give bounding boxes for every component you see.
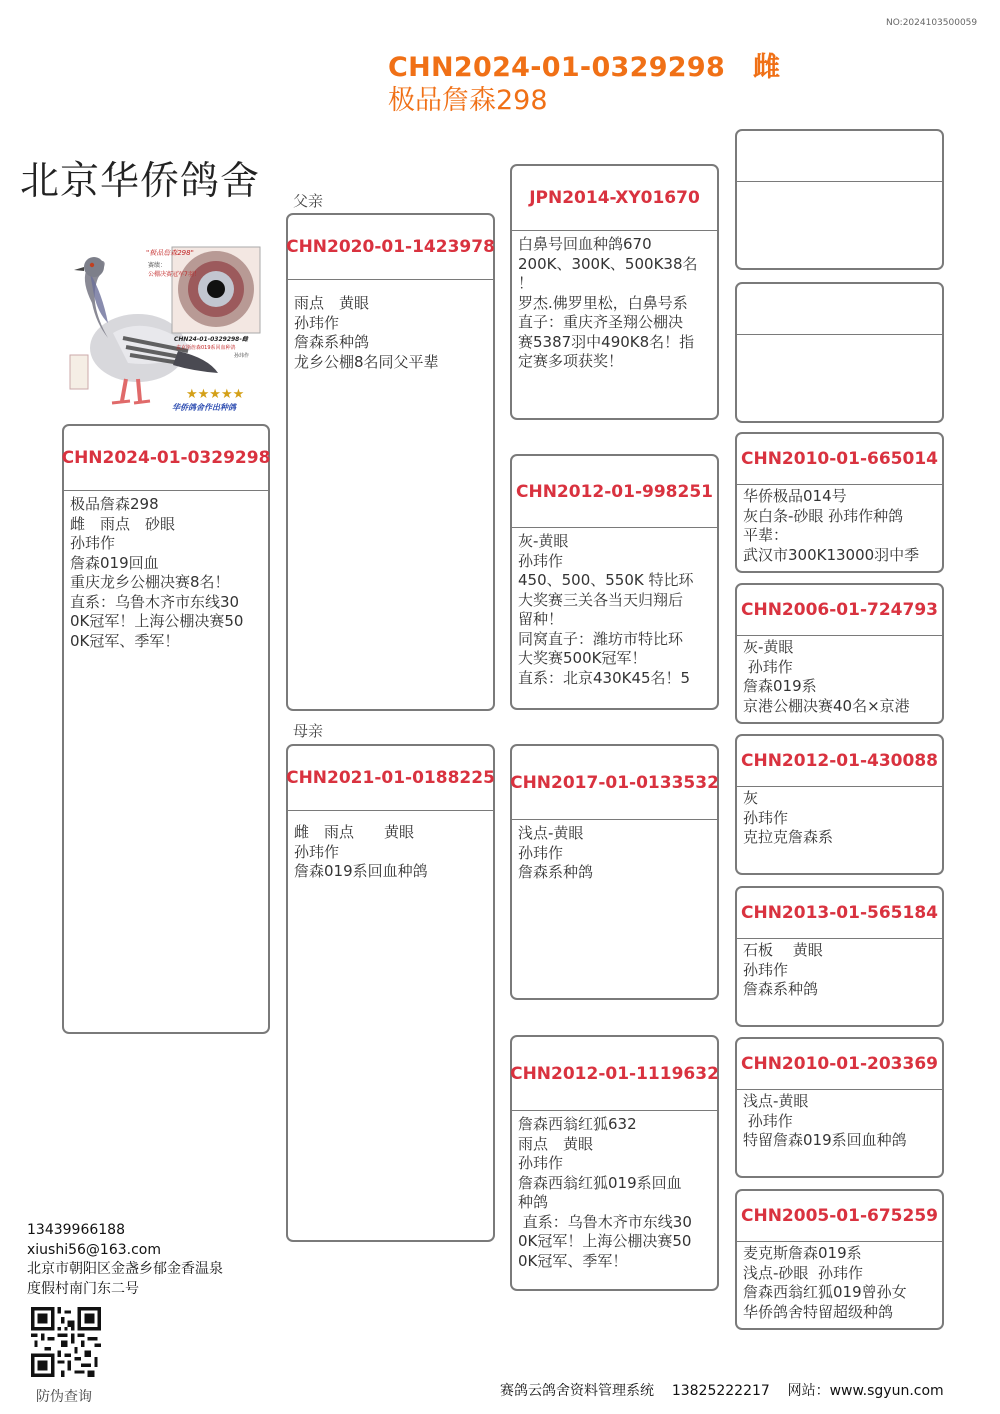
subject-ring: CHN2024-01-0329298 — [64, 426, 268, 491]
photo-caption-sub1: 赛绩： — [148, 262, 167, 269]
qr-code[interactable] — [31, 1307, 101, 1377]
pigeon-beak — [74, 267, 84, 271]
title-sex: 雌 — [753, 52, 781, 83]
grandparent-details: 灰-黄眼 孙玮作 450、500、550K 特比环 大奖赛三关各当天归翔后 留种！ 同窝直子：潍坊市特比环 大奖赛500K冠军！ 直系：北京430K45名！5 — [518, 532, 694, 687]
mother-label: 母亲 — [293, 722, 324, 740]
great-grandparent-card[interactable] — [735, 886, 944, 1027]
great-grandparent-details — [737, 182, 942, 186]
footer-system: 赛鸽云鸽舍资料管理系统 — [500, 1383, 654, 1399]
great-grandparent-card[interactable] — [735, 1189, 944, 1330]
great-grandparent-details: 华侨极品014号 灰白条-砂眼 孙玮作种鸽 平辈： 武汉市300K13000羽中季 — [743, 487, 920, 564]
grandparent-card[interactable] — [510, 164, 719, 420]
grandparent-details: 白鼻号回血种鸽670 200K、300K、500K38名 ！ 罗杰.佛罗里松，白鼻号系 直子：重庆齐圣翔公棚决 赛5387羽中490K8名！指 定赛多项获奖！ — [518, 235, 698, 370]
subject-card[interactable] — [62, 424, 270, 1034]
grandparent-ring: CHN2017-01-0133532 — [512, 746, 717, 820]
sire-card[interactable] — [286, 213, 495, 711]
pigeon-head — [84, 257, 104, 277]
subject-details: 极品詹森298 雌 雨点 砂眼 孙玮作 詹森019回血 重庆龙乡公棚决赛8名！ 直系：乌鲁木齐市东线30 0K冠军！上海公棚决赛50 0K冠军、季军！ — [70, 495, 244, 650]
great-grandparent-ring: CHN2012-01-430088 — [737, 736, 942, 787]
photo-lineage-text: 麦克斯詹森019系回血种鸽 — [176, 345, 236, 351]
great-grandparent-details: 灰-黄眼 孙玮作 詹森019系 京港公棚决赛40名×京港 — [743, 638, 910, 715]
qr-label: 防伪查询 — [36, 1389, 92, 1405]
title-ring: CHN2024-01-0329298 — [388, 52, 726, 83]
pigeon-photo-art — [68, 243, 264, 413]
contact-email[interactable]: xiushi56@163.com — [27, 1241, 161, 1258]
pigeon-tail — [173, 351, 218, 373]
loft-name: 北京华侨鸽舍 — [20, 159, 261, 204]
great-grandparent-ring: CHN2010-01-203369 — [737, 1039, 942, 1090]
grandparent-ring: CHN2012-01-1119632 — [512, 1037, 717, 1111]
contact-info — [27, 1221, 223, 1299]
dam-ring: CHN2021-01-0188225 — [288, 746, 493, 811]
grandparent-card[interactable] — [510, 454, 719, 710]
great-grandparent-details: 麦克斯詹森019系 浅点-砂眼 孙玮作 詹森西翁红狐019曾孙女 华侨鸽舍特留超级种鸽 — [743, 1244, 907, 1321]
great-grandparent-ring — [737, 131, 942, 182]
grandparent-card[interactable] — [510, 744, 719, 1000]
pedigree-title-name: 极品詹森298 — [388, 85, 548, 116]
pigeon-legs — [122, 379, 140, 401]
grandparent-details: 詹森西翁红狐632 雨点 黄眼 孙玮作 詹森西翁红狐019系回血 种鸽 直系：乌鲁木齐市东线30 0K冠军！上海公棚决赛50 0K冠军、季军！ — [518, 1115, 692, 1270]
grandparent-details: 浅点-黄眼 孙玮作 詹森系种鸽 — [518, 824, 594, 881]
great-grandparent-card[interactable] — [735, 583, 944, 724]
photo-stars: ★★★★★ — [186, 387, 245, 402]
footer-site-label: 网站： — [787, 1383, 830, 1399]
great-grandparent-ring: CHN2010-01-665014 — [737, 434, 942, 485]
grandparent-ring: JPN2014-XY01670 — [512, 166, 717, 231]
contact-address-line2: 度假村南门东二号 — [27, 1280, 139, 1297]
pigeon-photo — [68, 243, 264, 413]
great-grandparent-card[interactable] — [735, 129, 944, 270]
photo-breeder-text: 孙玮作 — [234, 353, 250, 359]
contact-phone[interactable]: 13439966188 — [27, 1222, 125, 1238]
great-grandparent-card[interactable] — [735, 734, 944, 875]
great-grandparent-ring — [737, 284, 942, 335]
sire-ring: CHN2020-01-1423978 — [288, 215, 493, 280]
photo-caption-top: "极品詹森298" — [146, 249, 194, 257]
dam-card[interactable] — [286, 744, 495, 1242]
eye-pupil — [207, 280, 225, 298]
photo-ring-text: CHN24-01-0329298-雌 — [174, 336, 248, 343]
great-grandparent-card[interactable] — [735, 432, 944, 573]
father-label: 父亲 — [293, 192, 324, 210]
great-grandparent-ring: CHN2005-01-675259 — [737, 1191, 942, 1242]
footer-phone[interactable]: 13825222217 — [671, 1383, 770, 1399]
great-grandparent-ring: CHN2013-01-565184 — [737, 888, 942, 939]
great-grandparent-ring: CHN2006-01-724793 — [737, 585, 942, 636]
qr-code-icon — [31, 1307, 101, 1377]
seal-stamp — [70, 355, 88, 389]
footer — [500, 1380, 944, 1400]
great-grandparent-details: 灰 孙玮作 克拉克詹森系 — [743, 789, 834, 846]
footer-site-link[interactable]: www.sgyun.com — [829, 1383, 944, 1399]
great-grandparent-details — [737, 335, 942, 339]
great-grandparent-details: 浅点-黄眼 孙玮作 特留詹森019系回血种鸽 — [743, 1092, 907, 1149]
photo-caption-sub2: 公棚决赛冠军7羽！ — [148, 271, 200, 278]
great-grandparent-details: 石板 黄眼 孙玮作 詹森系种鸽 — [743, 941, 823, 998]
grandparent-ring: CHN2012-01-998251 — [512, 456, 717, 528]
photo-bottom-text: 华侨鸽舍作出种鸽 — [172, 403, 236, 412]
great-grandparent-card[interactable] — [735, 282, 944, 423]
document-number: NO:2024103500059 — [886, 18, 978, 28]
sire-details: 雨点 黄眼 孙玮作 詹森系种鸽 龙乡公棚8名同父平辈 — [294, 294, 439, 371]
contact-address-line1: 北京市朝阳区金盏乡郁金香温泉 — [27, 1261, 223, 1277]
grandparent-card[interactable] — [510, 1035, 719, 1291]
great-grandparent-card[interactable] — [735, 1037, 944, 1178]
dam-details: 雌 雨点 黄眼 孙玮作 詹森019系回血种鸽 — [294, 823, 428, 880]
